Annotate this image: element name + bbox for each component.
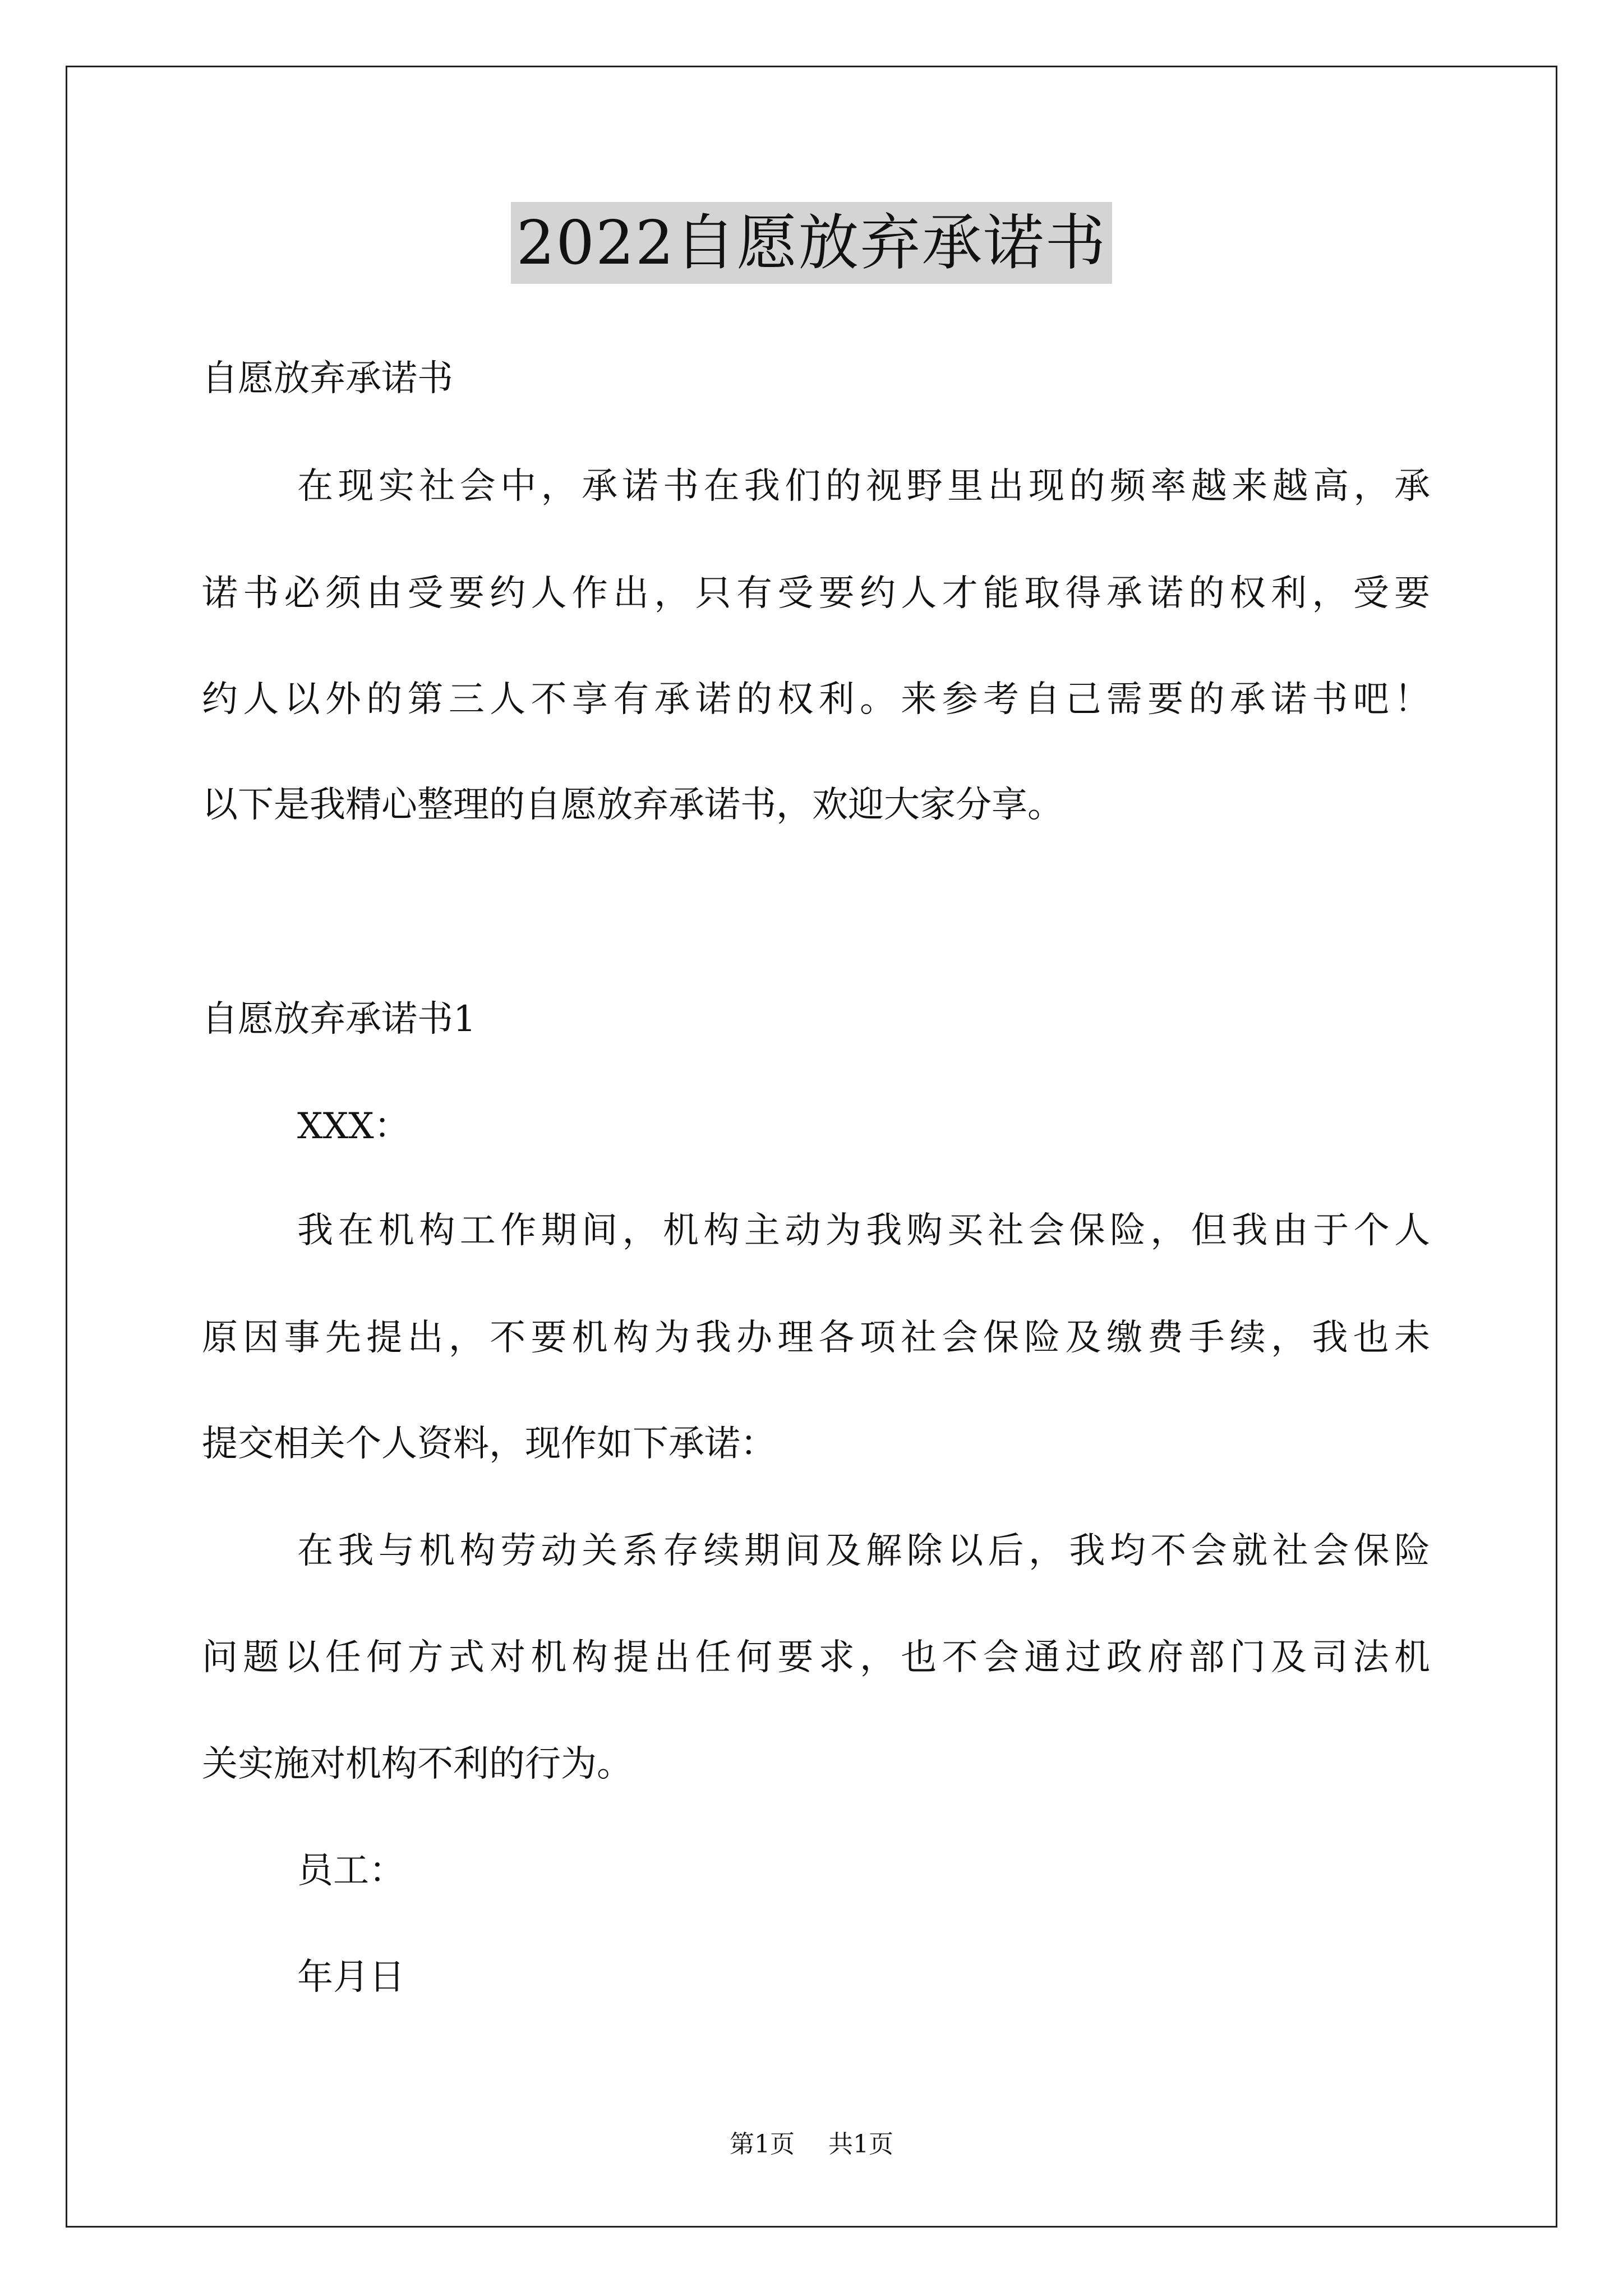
intro-line-1: 在现实社会中，承诺书在我们的视野里出现的频率越来越高，承 [297, 466, 1430, 507]
page-number: 第1页 [730, 2130, 795, 2159]
para2-line-3: 关实施对机构不利的行为。 [202, 1743, 633, 1785]
employee-label: 员工： [297, 1850, 405, 1892]
para2-line-1: 在我与机构劳动关系存续期间及解除以后，我均不会就社会保险 [297, 1530, 1430, 1572]
date-label: 年月日 [297, 1957, 405, 1998]
para1-line-2: 原因事先提出，不要机构为我办理各项社会保险及缴费手续，我也未 [202, 1317, 1430, 1359]
page-count: 共1页 [828, 2130, 893, 2159]
section-heading: 自愿放弃承诺书1 [202, 999, 476, 1040]
intro-line-4: 以下是我精心整理的自愿放弃承诺书，欢迎大家分享。 [202, 784, 1063, 826]
intro-line-3: 约人以外的第三人不享有承诺的权利。来参考自己需要的承诺书吧！ [202, 679, 1430, 720]
intro-heading: 自愿放弃承诺书 [202, 358, 453, 399]
document-title: 2022自愿放弃承诺书 [511, 202, 1113, 284]
page-footer [0, 2129, 1623, 2160]
salutation: XXX： [297, 1106, 410, 1147]
para1-line-3: 提交相关个人资料，现作如下承诺： [202, 1423, 776, 1465]
title-container [0, 202, 1623, 284]
intro-line-2: 诺书必须由受要约人作出，只有受要约人才能取得承诺的权利，受要 [202, 573, 1430, 614]
para2-line-2: 问题以任何方式对机构提出任何要求，也不会通过政府部门及司法机 [202, 1637, 1430, 1678]
para1-line-1: 我在机构工作期间，机构主动为我购买社会保险，但我由于个人 [297, 1210, 1430, 1251]
